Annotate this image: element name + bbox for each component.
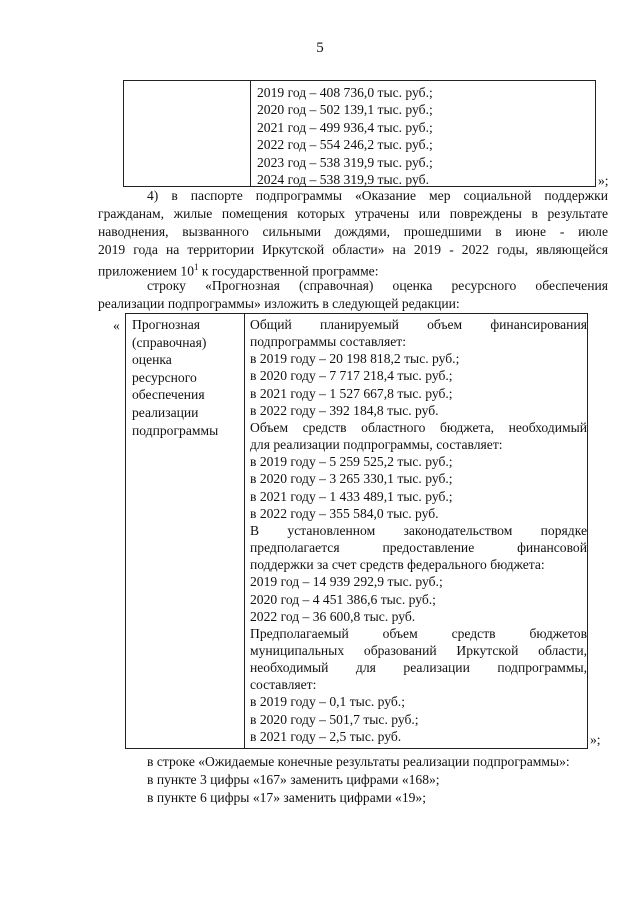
table-row: 2020 год – 502 139,1 тыс. руб.; <box>257 102 433 118</box>
right-cell-line: в 2021 году – 2,5 тыс. руб. <box>250 728 402 744</box>
right-cell-line: составляет: <box>250 677 317 693</box>
right-cell-line: предполагается предоставление финансовой <box>250 540 587 556</box>
right-cell-line: в 2021 году – 1 527 667,8 тыс. руб.; <box>250 385 453 401</box>
left-cell-line: подпрограммы <box>132 422 219 438</box>
para4-line: 2019 года на территории Иркутской области» на 2019 - 2022 годы, являющейся <box>98 242 608 257</box>
table-right-cell <box>257 84 433 188</box>
right-cell-line: в 2019 году – 0,1 тыс. руб.; <box>250 694 405 710</box>
final-line: в строке «Ожидаемые конечные результаты реализации подпрограммы»: <box>147 754 570 769</box>
table-row: 2024 год – 538 319,9 тыс. руб. <box>257 172 429 188</box>
right-cell-line: Объем средств областного бюджета, необходимый <box>250 419 587 435</box>
para4-text: приложением 10 <box>98 263 195 279</box>
funding-table-main <box>125 313 588 749</box>
closing-quote: »; <box>590 732 601 747</box>
left-cell-line: обеспечения <box>132 387 205 403</box>
right-cell-line: необходимый для реализации подпрограммы, <box>250 660 587 676</box>
para-row-line: реализации подпрограммы» изложить в следующей редакции: <box>98 296 460 311</box>
table-divider <box>250 81 251 186</box>
table-divider <box>244 314 245 748</box>
table-left-cell <box>132 316 242 439</box>
right-cell-line: в 2021 году – 1 433 489,1 тыс. руб.; <box>250 488 453 504</box>
para4-text: к государственной программе: <box>198 263 379 279</box>
closing-quote: »; <box>598 173 609 188</box>
superscript: 1 <box>194 262 199 272</box>
left-cell-line: реализации <box>132 404 199 420</box>
right-cell-line: поддержки за счет средств федерального бюджета: <box>250 557 545 573</box>
right-cell-line: муниципальных образований Иркутской области, <box>250 642 587 658</box>
left-cell-line: Прогнозная <box>132 317 200 332</box>
table-right-cell <box>250 316 587 745</box>
page-number: 5 <box>316 40 324 56</box>
para4-line: наводнения, вызванного сильными дождями, прошедшими в июне - июле <box>98 224 608 239</box>
right-cell-line: в 2020 году – 7 717 218,4 тыс. руб.; <box>250 368 453 384</box>
right-cell-line: в 2019 году – 20 198 818,2 тыс. руб.; <box>250 351 460 367</box>
para-row-line: строку «Прогнозная (справочная) оценка ресурсного обеспечения <box>147 278 608 293</box>
funding-table-top <box>123 80 596 187</box>
table-row: 2021 год – 499 936,4 тыс. руб.; <box>257 119 433 135</box>
final-line: в пункте 3 цифры «167» заменить цифрами «168»; <box>147 772 440 787</box>
right-cell-line: в 2022 году – 355 584,0 тыс. руб. <box>250 505 439 521</box>
right-cell-line: в 2020 году – 501,7 тыс. руб.; <box>250 711 419 727</box>
right-cell-line: в 2020 году – 3 265 330,1 тыс. руб.; <box>250 471 453 487</box>
right-cell-line: в 2022 году – 392 184,8 тыс. руб. <box>250 402 439 418</box>
right-cell-line: 2019 год – 14 939 292,9 тыс. руб.; <box>250 574 443 590</box>
para4-line: 4) в паспорте подпрограммы «Оказание мер социальной поддержки <box>147 188 608 203</box>
right-cell-line: в 2019 году – 5 259 525,2 тыс. руб.; <box>250 454 453 470</box>
right-cell-line: 2020 год – 4 451 386,6 тыс. руб.; <box>250 591 436 607</box>
table-row: 2022 год – 554 246,2 тыс. руб.; <box>257 137 433 153</box>
table-row: 2023 год – 538 319,9 тыс. руб.; <box>257 154 433 170</box>
right-cell-line: Общий планируемый объем финансирования <box>250 317 587 332</box>
right-cell-line: 2022 год – 36 600,8 тыс. руб. <box>250 608 416 624</box>
right-cell-line: В установленном законодательством порядке <box>250 522 587 538</box>
para4-line: гражданам, жилые помещения которых утрачены или повреждены в результате <box>98 206 608 221</box>
final-line: в пункте 6 цифры «17» заменить цифрами «19»; <box>147 790 426 805</box>
opening-quote: « <box>113 318 120 333</box>
right-cell-line: Предполагаемый объем средств бюджетов <box>250 625 587 641</box>
table-row: 2019 год – 408 736,0 тыс. руб.; <box>257 85 433 100</box>
right-cell-line: для реализации подпрограммы, составляет: <box>250 437 503 453</box>
left-cell-line: ресурсного <box>132 369 197 385</box>
right-cell-line: подпрограммы составляет: <box>250 334 406 350</box>
left-cell-line: (справочная) <box>132 334 207 350</box>
left-cell-line: оценка <box>132 352 172 368</box>
